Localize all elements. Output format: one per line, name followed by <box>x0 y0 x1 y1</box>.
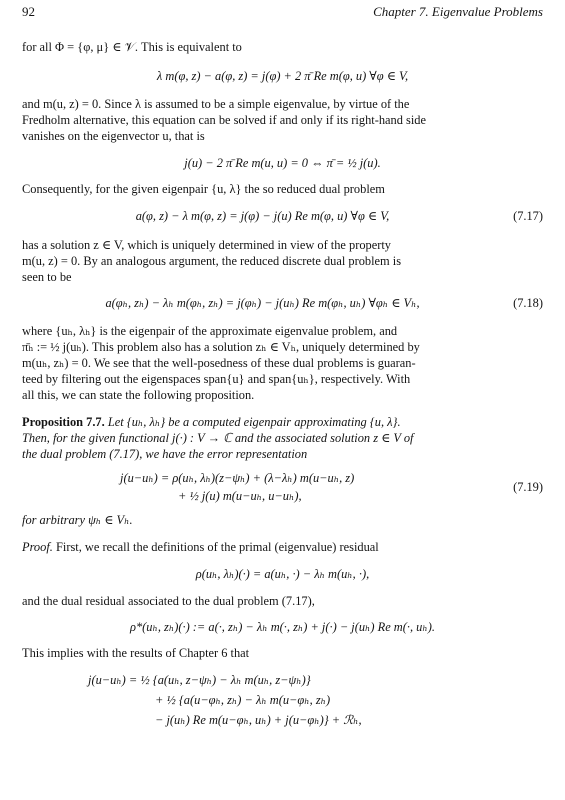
proof-text: First, we recall the definitions of the primal (eigenvalue) residual <box>55 540 379 554</box>
running-header <box>22 4 543 22</box>
text-line: m(u, z) = 0. By an analogous argument, the reduced discrete dual problem is <box>22 254 402 268</box>
equation-number: (7.18) <box>513 296 543 310</box>
equation: + ½ j(u) m(u−uₕ, u−uₕ), <box>178 489 302 503</box>
equation: ρ*(uₕ, zₕ)(·) := a(·, zₕ) − λₕ m(·, zₕ) + j(·) − j(uₕ) Re m(·, uₕ). <box>130 620 435 634</box>
text-line: the dual problem (7.17), we have the error representation <box>22 447 308 461</box>
equation: − j(uₕ) Re m(u−φₕ, uₕ) + j(u−φₕ)} + ℛₕ, <box>155 713 362 727</box>
text-line: π̄ₕ := ½ j(uₕ). This problem also has a solution zₕ ∈ Vₕ, uniquely determined by <box>22 340 420 354</box>
equation: + ½ {a(u−φₕ, zₕ) − λₕ m(u−φₕ, zₕ) <box>155 693 331 707</box>
text-line: and m(u, z) = 0. Since λ is assumed to be a simple eigenvalue, by virtue of the <box>22 97 410 111</box>
text-line: all this, we can state the following proposition. <box>22 388 255 402</box>
proposition-label: Proposition 7.7. <box>22 415 105 429</box>
proposition-heading-line <box>22 414 543 430</box>
equation: a(φₕ, zₕ) − λₕ m(φₕ, zₕ) = j(φₕ) − j(uₕ) Re m(φₕ, uₕ) ∀φₕ ∈ Vₕ, <box>105 296 420 310</box>
text-line: m(uₕ, zₕ) = 0. We see that the well-posedness of these dual problems is guaran- <box>22 356 416 370</box>
equation: j(u) − 2 π̄ Re m(u, u) = 0 ⇔ π̄ = ½ j(u). <box>184 156 381 170</box>
text-line: where {uₕ, λₕ} is the eigenpair of the approximate eigenvalue problem, and <box>22 324 398 338</box>
text-line: This implies with the results of Chapter 6 that <box>22 646 250 660</box>
equation-number: (7.17) <box>513 209 543 223</box>
equation: j(u−uₕ) = ρ(uₕ, λₕ)(z−ψₕ) + (λ−λₕ) m(u−uₕ, z) <box>120 471 355 485</box>
proof-label: Proof. <box>22 540 53 554</box>
text-line: Then, for the given functional j(·) : V → ℂ and the associated solution z ∈ V of <box>22 431 414 445</box>
page-number: 92 <box>22 4 35 19</box>
proposition-text: Let {uₕ, λₕ} be a computed eigenpair approximating {u, λ}. <box>107 415 401 429</box>
text-line: Fredholm alternative, this equation can be solved if and only if its right-hand side <box>22 113 426 127</box>
equation: j(u−uₕ) = ½ {a(uₕ, z−ψₕ) − λₕ m(uₕ, z−ψₕ)} <box>88 673 311 687</box>
proof-heading-line <box>22 539 543 555</box>
equation: ρ(uₕ, λₕ)(·) = a(uₕ, ·) − λₕ m(uₕ, ·), <box>195 567 370 581</box>
equation: a(φ, z) − λ m(φ, z) = j(φ) − j(u) Re m(φ, u) ∀φ ∈ V, <box>135 209 390 223</box>
chapter-title: Chapter 7. Eigenvalue Problems <box>373 4 543 19</box>
text-line: for all Φ = {φ, μ} ∈ 𝒱. This is equivalent to <box>22 40 242 54</box>
text-line: vanishes on the eigenvector u, that is <box>22 129 205 143</box>
text-line: Consequently, for the given eigenpair {u, λ} the so reduced dual problem <box>22 182 385 196</box>
equation: λ m(φ, z) − a(φ, z) = j(φ) + 2 π̄ Re m(φ, u) ∀φ ∈ V, <box>156 69 409 83</box>
text-line: for arbitrary ψₕ ∈ Vₕ. <box>22 513 133 527</box>
text-line: teed by filtering out the eigenspaces span{u} and span{uₕ}, respectively. With <box>22 372 411 386</box>
text-line: has a solution z ∈ V, which is uniquely determined in view of the property <box>22 238 392 252</box>
equation-number: (7.19) <box>513 480 543 494</box>
text-line: and the dual residual associated to the dual problem (7.17), <box>22 594 315 608</box>
text-line: seen to be <box>22 270 72 284</box>
